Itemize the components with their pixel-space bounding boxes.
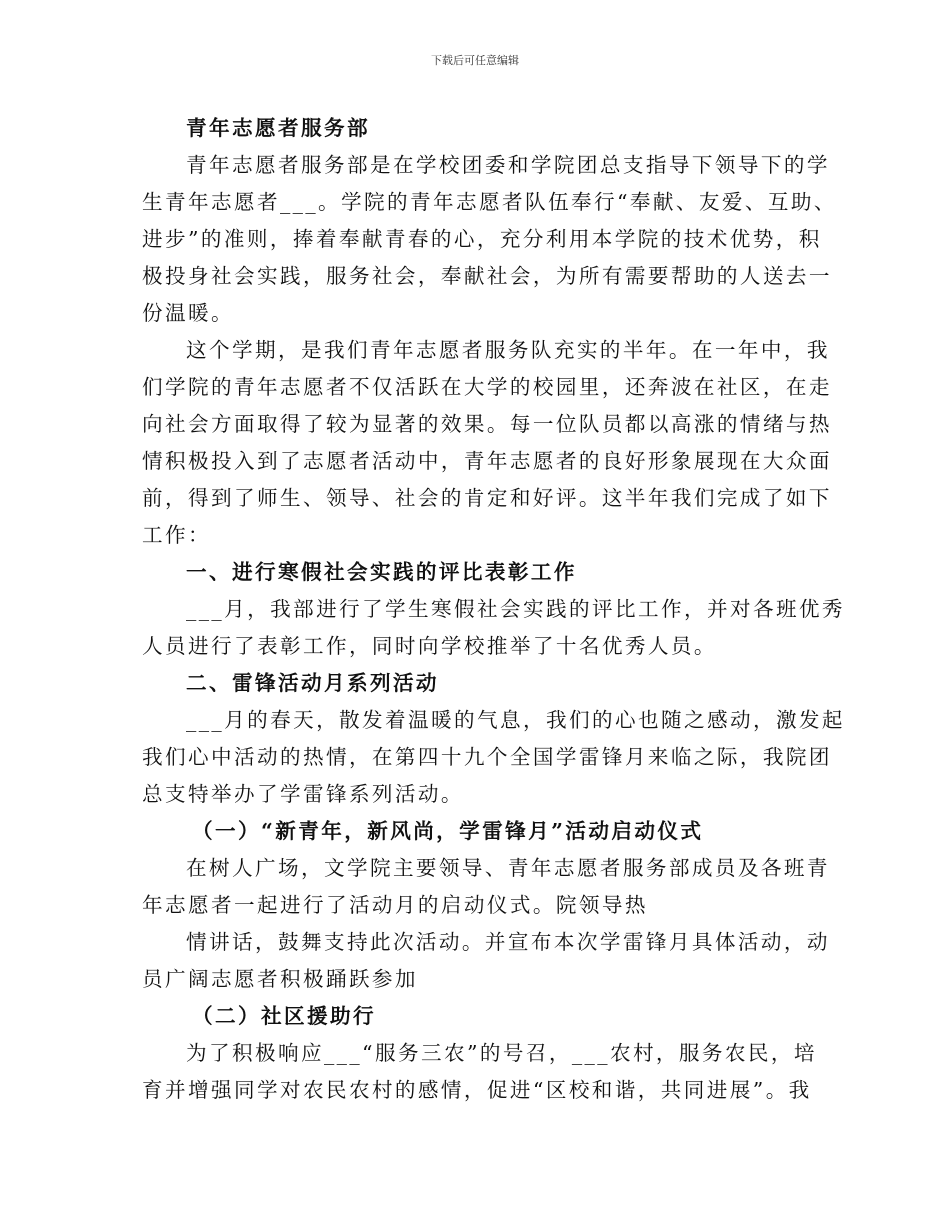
section-heading: 青年志愿者服务部 (186, 116, 370, 140)
paragraph-line: 这个学期，是我们青年志愿者服务队充实的半年。在一年中，我 (186, 338, 830, 362)
paragraph-line: 们学院的青年志愿者不仅活跃在大学的校园里，还奔波在社区，在走 (142, 375, 832, 399)
section-heading: 二、雷锋活动月系列活动 (186, 671, 439, 695)
paragraph-line: 员广阔志愿者积极踊跃参加 (142, 967, 418, 991)
paragraph-line: 青年志愿者服务部是在学校团委和学院团总支指导下领导下的学 (186, 153, 830, 177)
paragraph-line: 我们心中活动的热情，在第四十九个全国学雷锋月来临之际，我院团 (142, 745, 832, 769)
section-heading: （二）社区援助行 (192, 1004, 376, 1028)
paragraph-line: ___月，我部进行了学生寒假社会实践的评比工作，并对各班优秀 (186, 597, 845, 621)
paragraph-line: 育并增强同学对农民农村的感情，促进“区校和谐，共同进展”。我 (142, 1078, 812, 1102)
paragraph-line: 份温暖。 (142, 301, 234, 325)
paragraph-line: 前，得到了师生、领导、社会的肯定和好评。这半年我们完成了如下 (142, 486, 832, 510)
paragraph-line: 在树人广场，文学院主要领导、青年志愿者服务部成员及各班青 (186, 856, 830, 880)
section-heading: 一、进行寒假社会实践的评比表彰工作 (186, 560, 577, 584)
paragraph-line: 为了积极响应___“服务三农”的号召，___农村，服务农民，培 (186, 1041, 817, 1065)
document-body (142, 110, 845, 1109)
paragraph-line: ___月的春天，散发着温暖的气息，我们的心也随之感动，激发起 (186, 708, 845, 732)
paragraph-line: 总支特举办了学雷锋系列活动。 (142, 782, 464, 806)
paragraph-line: 年志愿者一起进行了活动月的启动仪式。院领导热 (142, 893, 648, 917)
section-heading: （一）“新青年，新风尚，学雷锋月”活动启动仪式 (192, 819, 704, 843)
paragraph-line: 进步”的准则，捧着奉献青春的心，充分利用本学院的技术优势，积 (142, 227, 822, 251)
paragraph-line: 情讲话，鼓舞支持此次活动。并宣布本次学雷锋月具体活动，动 (186, 930, 830, 954)
paragraph-line: 人员进行了表彰工作，同时向学校推举了十名优秀人员。 (142, 634, 717, 658)
paragraph-line: 工作： (142, 523, 211, 547)
paragraph-line: 向社会方面取得了较为显著的效果。每一位队员都以高涨的情绪与热 (142, 412, 832, 436)
paragraph-line: 生青年志愿者___。学院的青年志愿者队伍奉行“奉献、友爱、互助、 (142, 190, 837, 214)
paragraph-line: 情积极投入到了志愿者活动中，青年志愿者的良好形象展现在大众面 (142, 449, 832, 473)
paragraph-line: 极投身社会实践，服务社会，奉献社会，为所有需要帮助的人送去一 (142, 264, 832, 288)
page-header: 下载后可任意编辑 (431, 54, 519, 67)
